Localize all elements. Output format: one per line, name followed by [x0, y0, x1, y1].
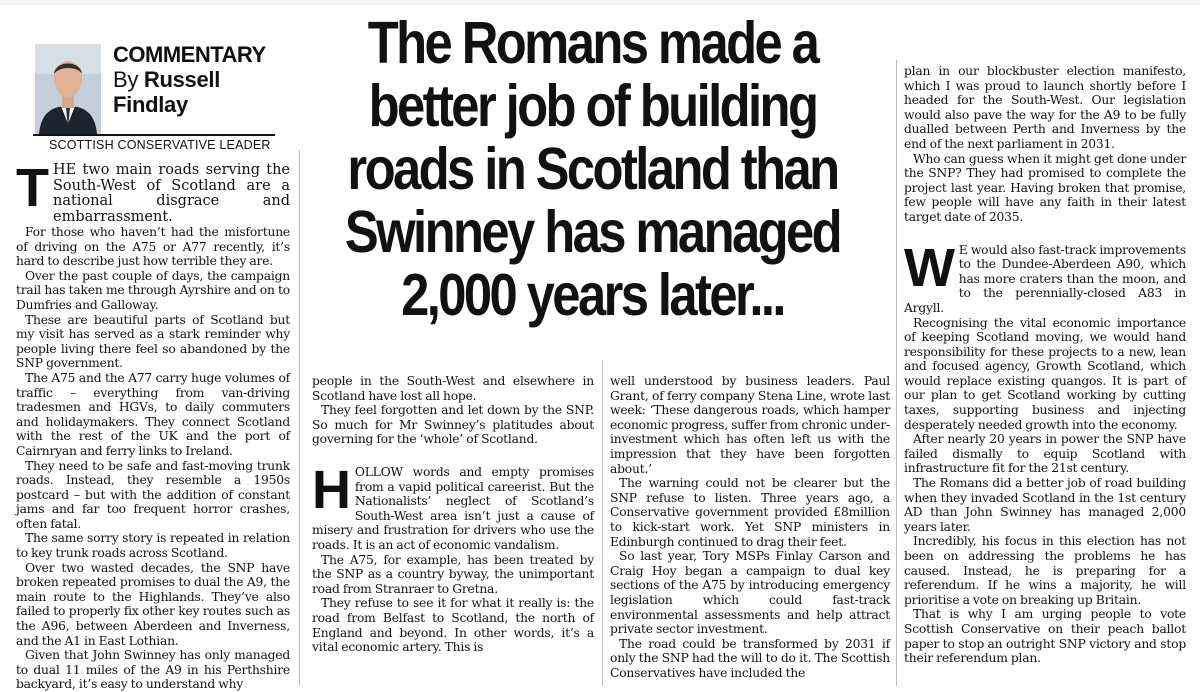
section-lead-text: E would also fast-track improvements to the Dundee-Aberdeen A90, which has more craters than the moon, and to the perennially-closed A83 in Argyll.	[904, 242, 1186, 315]
section-lead-paragraph	[904, 237, 1186, 316]
drop-cap: W	[904, 237, 955, 298]
byline-by: By	[113, 67, 139, 92]
paragraph: people in the South-West and elsewhere in Scotland have lost all hope.	[312, 374, 594, 403]
author-portrait-image	[35, 44, 101, 134]
article-column-1	[16, 158, 290, 692]
column-divider	[602, 360, 603, 686]
paragraph: The warning could not be clearer but the SNP refuse to listen. Three years ago, a Conservative government provided £8million to kick-start work. Yet SNP ministers in Edinburgh continued to drag their feet.	[610, 476, 890, 549]
author-name	[113, 67, 266, 117]
paragraph: plan in our blockbuster election manifesto, which I was proud to launch shortly before I headed for the South-West. Our legislation would also pave the way for the A9 to be fully dualled between Perth and Inverness by the end of the next parliament in 2031.	[904, 64, 1186, 151]
byline	[33, 40, 275, 158]
paragraph: After nearly 20 years in power the SNP have failed dismally to equip Scotland with infrastructure fit for the 21st century.	[904, 432, 1186, 476]
paragraph: They refuse to see it for what it really is: the road from Belfast to Scotland, the north of England and beyond. In other words, it’s a vital economic artery. This is	[312, 596, 594, 655]
headline-line: roads in Scotland than	[347, 136, 838, 202]
drop-cap: H	[312, 459, 351, 520]
paragraph: well understood by business leaders. Paul Grant, of ferry company Stena Line, wrote last week: ‘These dangerous roads, which hamper economic progress, suffer from chronic under-investment which has often left us with the impression that they have been forgotten about.’	[610, 374, 890, 476]
author-first-name: Russell	[143, 67, 221, 92]
paragraph: Over two wasted decades, the SNP have broken repeated promises to dual the A9, the main route to the Highlands. They’ve also failed to properly fix other key routes such as the A96, between Aberdeen and Inverness, and the A1 in East Lothian.	[16, 560, 290, 648]
paragraph: For those who haven’t had the misfortune of driving on the A75 or A77 recently, it’s hard to describe just how terrible they are.	[16, 225, 290, 269]
paragraph: So last year, Tory MSPs Finlay Carson and Craig Hoy began a campaign to dual key sections of the A75 by introducing emergency legislation which could fast-track environmental assessments and help attract private sector investment.	[610, 549, 890, 637]
paragraph: The same sorry story is repeated in relation to key trunk roads across Scotland.	[16, 531, 290, 561]
drop-cap: T	[16, 158, 49, 218]
paragraph: The A75 and the A77 carry huge volumes of traffic – everything from van-driving tradesmen and HGVs, to daily commuters and holidaymakers. They connect Scotland with the rest of the UK and the port of Cairnryan and ferry links to Ireland.	[16, 370, 290, 458]
column-divider	[896, 60, 897, 686]
section-lead-text: OLLOW words and empty promises from a vapid political careerist. But the Nationalists’ neglect of Scotland’s South-West area isn’t just a cause of misery and frustration for drivers who use the roads. It is an act of economic vandalism.	[312, 464, 594, 552]
author-last-name: Findlay	[113, 92, 188, 117]
author-photo	[35, 44, 101, 134]
byline-rule	[33, 134, 275, 136]
top-edge	[0, 0, 1200, 5]
article-column-3	[610, 374, 890, 680]
paragraph: They feel forgotten and let down by the SNP. So much for Mr Swinney’s platitudes about governing for the ‘whole’ of Scotland.	[312, 403, 594, 447]
section-kicker: COMMENTARY	[113, 42, 266, 67]
headline-line: Swinney has managed	[344, 199, 841, 265]
paragraph: The road could be transformed by 2031 if only the SNP had the will to do it. The Scottish Conservatives have included the	[610, 636, 890, 680]
paragraph: Incredibly, his focus in this election has not been on addressing the problems he has caused. Instead, he is preparing for a referendum. If he wins a majority, he will prioritise a vote on breaking up Britain.	[904, 534, 1186, 607]
article-column-4	[904, 64, 1186, 666]
paragraph: That is why I am urging people to vote Scottish Conservative on their peach ballot paper to stop an outright SNP victory and stop their referendum plan.	[904, 607, 1186, 666]
paragraph: The A75, for example, has been treated by the SNP as a country byway, the unimportant road from Stranraer to Gretna.	[312, 552, 594, 596]
author-role: SCOTTISH CONSERVATIVE LEADER	[49, 138, 271, 152]
section-lead-paragraph	[312, 459, 594, 553]
paragraph: They need to be safe and fast-moving trunk roads. Instead, they resemble a 1950s postcard – but with the addition of constant jams and far too frequent horror crashes, often fatal.	[16, 458, 290, 531]
paragraph: Over the past couple of days, the campaign trail has taken me through Ayrshire and on to Dumfries and Galloway.	[16, 268, 290, 312]
paragraph: Given that John Swinney has only managed to dual 11 miles of the A9 in his Perthshire backyard, it’s easy to understand why	[16, 648, 290, 692]
paragraph-spacer	[312, 447, 594, 465]
headline-line: better job of building	[368, 73, 817, 139]
article-column-2	[312, 374, 594, 655]
paragraph: These are beautiful parts of Scotland but my visit has served as a stark reminder why people living there feel so abandoned by the SNP government.	[16, 312, 290, 371]
headline	[341, 12, 844, 327]
headline-line: 2,000 years later...	[401, 262, 784, 328]
lead-text: HE two main roads serving the South-West of Scotland are a national disgrace and embarrassment.	[53, 162, 290, 225]
column-divider	[299, 150, 300, 686]
paragraph: Recognising the vital economic importance of keeping Scotland moving, we would hand responsibility for these projects to a new, lean and focused agency, Growth Scotland, which would replace existing quangos. It is part of our plan to get Scotland working by cutting taxes, supporting business and injecting desperately needed growth into the economy.	[904, 315, 1186, 432]
lead-paragraph	[16, 158, 290, 225]
headline-line: The Romans made a	[367, 10, 818, 76]
paragraph: The Romans did a better job of road building when they invaded Scotland in the 1st century AD than John Swinney has managed 2,000 years later.	[904, 476, 1186, 534]
paragraph: Who can guess when it might get done under the SNP? They had promised to complete the project last year. Having broken that promise, few people will have any faith in their latest target date of 2035.	[904, 151, 1186, 224]
